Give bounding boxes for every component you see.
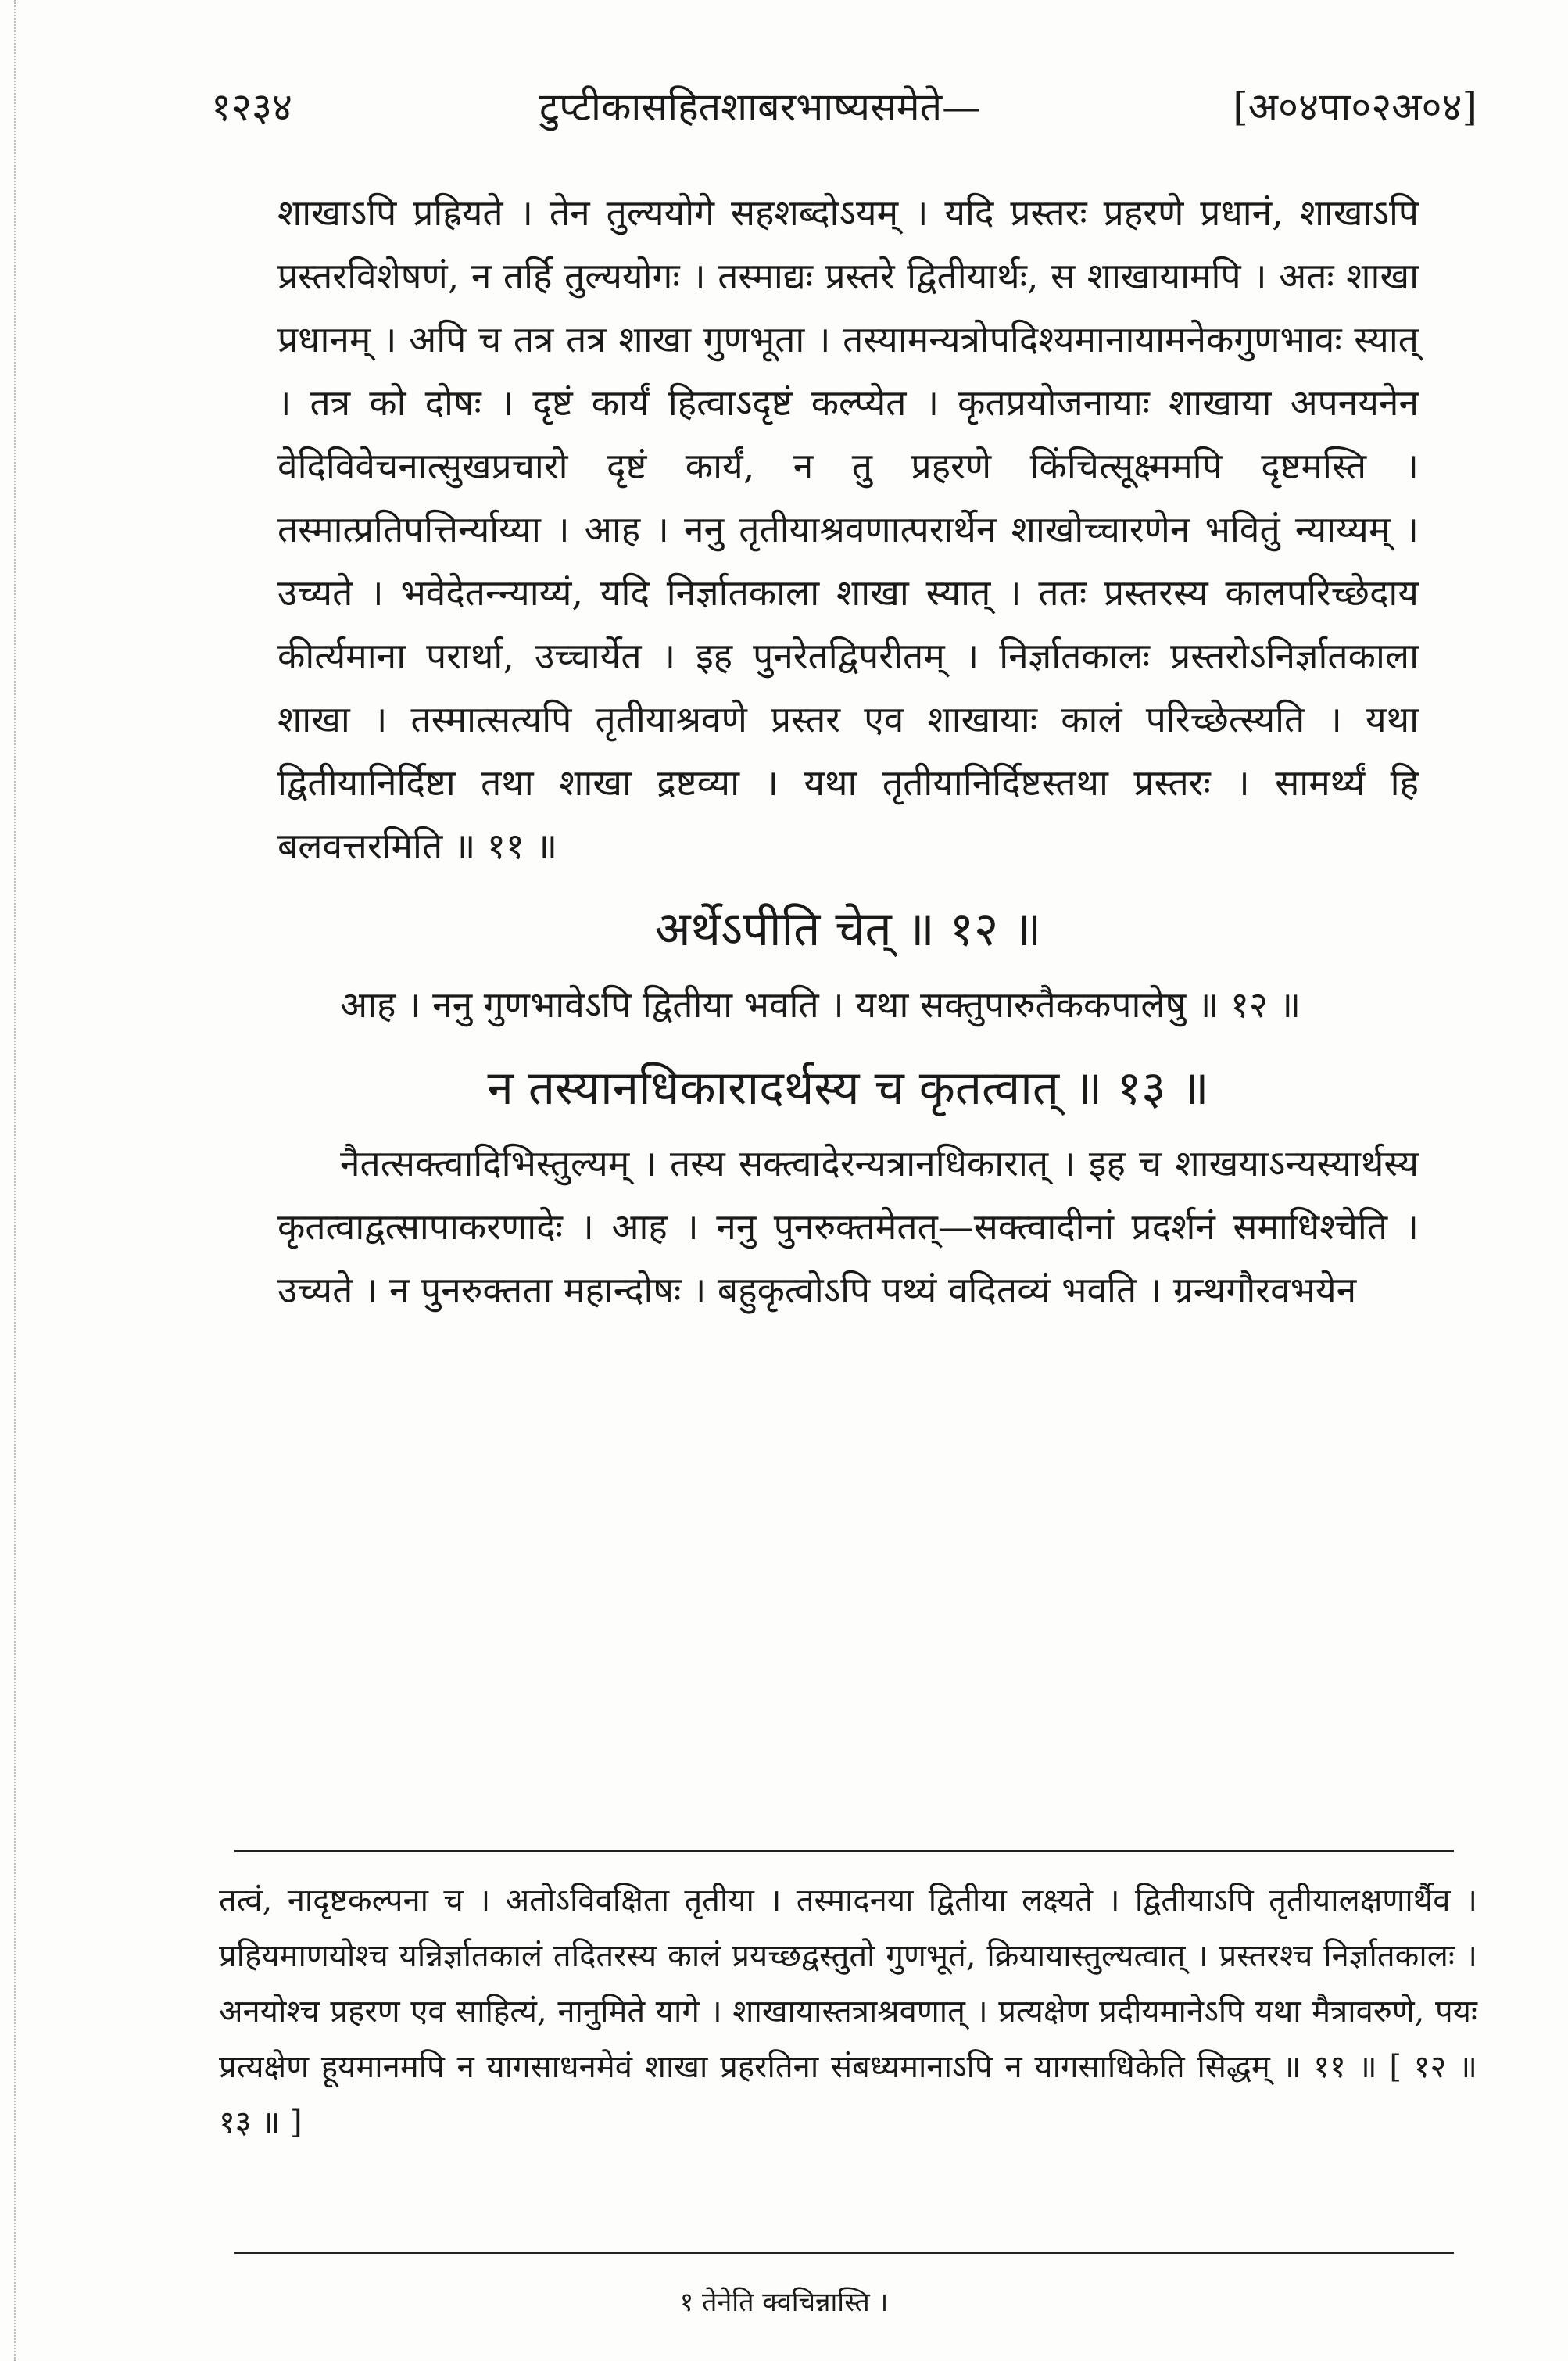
commentary-paragraph-12: आह । ननु गुणभावेऽपि द्वितीया भवति । यथा सक्तुपारुतैककपालेषु ॥ १२ ॥ bbox=[340, 983, 1301, 1026]
commentary-paragraph-11: शाखाऽपि प्रह्रियते । तेन तुल्ययोगे सहशब्दोऽयम् । यदि प्रस्तरः प्रहरणे प्रधानं, शाखाऽपि प्रस्तरविशेषणं, न तर्हि तुल्ययोगः । तस्माद्यः प्रस्तरे द्वितीयार्थः, स शाखायामपि । अतः शाखा प्रधानम् । अपि च तत्र तत्र शाखा गुणभूता । तस्यामन्यत्रोपदिश्यमानायामनेकगुणभावः स्यात् । तत्र को दोषः । दृष्टं कार्यं हित्वाऽदृष्टं कल्प्येत । कृतप्रयोजनायाः शाखाया अपनयनेन वेदिविवेचनात्सुखप्रचारो दृष्टं कार्यं, न तु प्रहरणे किंचित्सूक्ष्ममपि दृष्टमस्ति । तस्मात्प्रतिपत्तिर्न्याय्या । आह । ननु तृतीयाश्रवणात्परार्थेन शाखोच्चारणेन भवितुं न्याय्यम् । उच्यते । भवेदेतन्न्याय्यं, यदि निर्ज्ञातकाला शाखा स्यात् । ततः प्रस्तरस्य कालपरिच्छेदाय कीर्त्यमाना परार्था, उच्चार्येत । इह पुनरेतद्विपरीतम् । निर्ज्ञातकालः प्रस्तरोऽनिर्ज्ञातकाला शाखा । तस्मात्सत्यपि तृतीयाश्रवणे प्रस्तर एव शाखायाः कालं परिच्छेत्स्यति । यथा द्वितीयानिर्दिष्टा तथा शाखा द्रष्टव्या । यथा तृतीयानिर्दिष्टस्तथा प्रस्तरः । सामर्थ्यं हि बलवत्तरमिति ॥ ११ ॥ bbox=[277, 192, 1419, 867]
running-title: टुप्टीकासहितशाबरभाष्यसमेते— bbox=[539, 84, 982, 130]
sutra-12: अर्थेऽपीति चेत् ॥ १२ ॥ bbox=[654, 902, 1042, 957]
page-number: १२३४ bbox=[211, 84, 292, 130]
margin-binding-dots bbox=[14, 0, 20, 2361]
footnote-text: तत्वं, नादृष्टकल्पना च । अतोऽविवक्षिता तृतीया । तस्मादनया द्वितीया लक्ष्यते । द्वितीयाऽपि तृतीयालक्षणार्थैव । प्रहियमाणयोश्च यन्निर्ज्ञातकालं तदितरस्य कालं प्रयच्छद्वस्तुतो गुणभूतं, क्रियायास्तुल्यत्वात् । प्रस्तरश्च निर्ज्ञातकालः । अनयोश्च प्रहरण एव साहित्यं, नानुमिते यागे । शाखायास्तत्राश्रवणात् । प्रत्यक्षेण प्रदीयमानेऽपि यथा मैत्रावरुणे, पयः प्रत्यक्षेण हूयमानमपि न यागसाधनमेवं शाखा प्रहरतिना संबध्यमानाऽपि न यागसाधिकेति सिद्धम् ॥ ११ ॥ [ १२ ॥ १३ ॥ ] bbox=[219, 1883, 1478, 2141]
sutra-13: न तस्यानधिकारादर्थस्य च कृतत्वात् ॥ १३ ॥ bbox=[487, 1061, 1209, 1116]
footnote-separator-bottom bbox=[234, 2252, 1454, 2254]
variant-reading-note: १ तेनेति क्वचिन्नास्ति । bbox=[679, 2287, 889, 2318]
footnote-block bbox=[219, 1873, 1477, 2151]
section-reference: [अ०४पा०२अ०४] bbox=[1233, 84, 1477, 130]
footnote-separator-top bbox=[234, 1850, 1454, 1852]
page-header bbox=[211, 72, 1477, 142]
commentary-paragraph-13: नैतत्सक्त्वादिभिस्तुल्यम् । तस्य सक्त्वादेरन्यत्रानधिकारात् । इह च शाखयाऽन्यस्यार्थस्य कृतत्वाद्वत्सापाकरणादेः । आह । ननु पुनरुक्तमेतत्—सक्त्वादीनां प्रदर्शनं समाधिश्चेति । उच्यते । न पुनरुक्तता महान्दोषः । बहुकृत्वोऽपि पथ्यं वदितव्यं भवति । ग्रन्थगौरवभयेन bbox=[277, 1142, 1419, 1311]
main-text bbox=[277, 181, 1419, 1322]
